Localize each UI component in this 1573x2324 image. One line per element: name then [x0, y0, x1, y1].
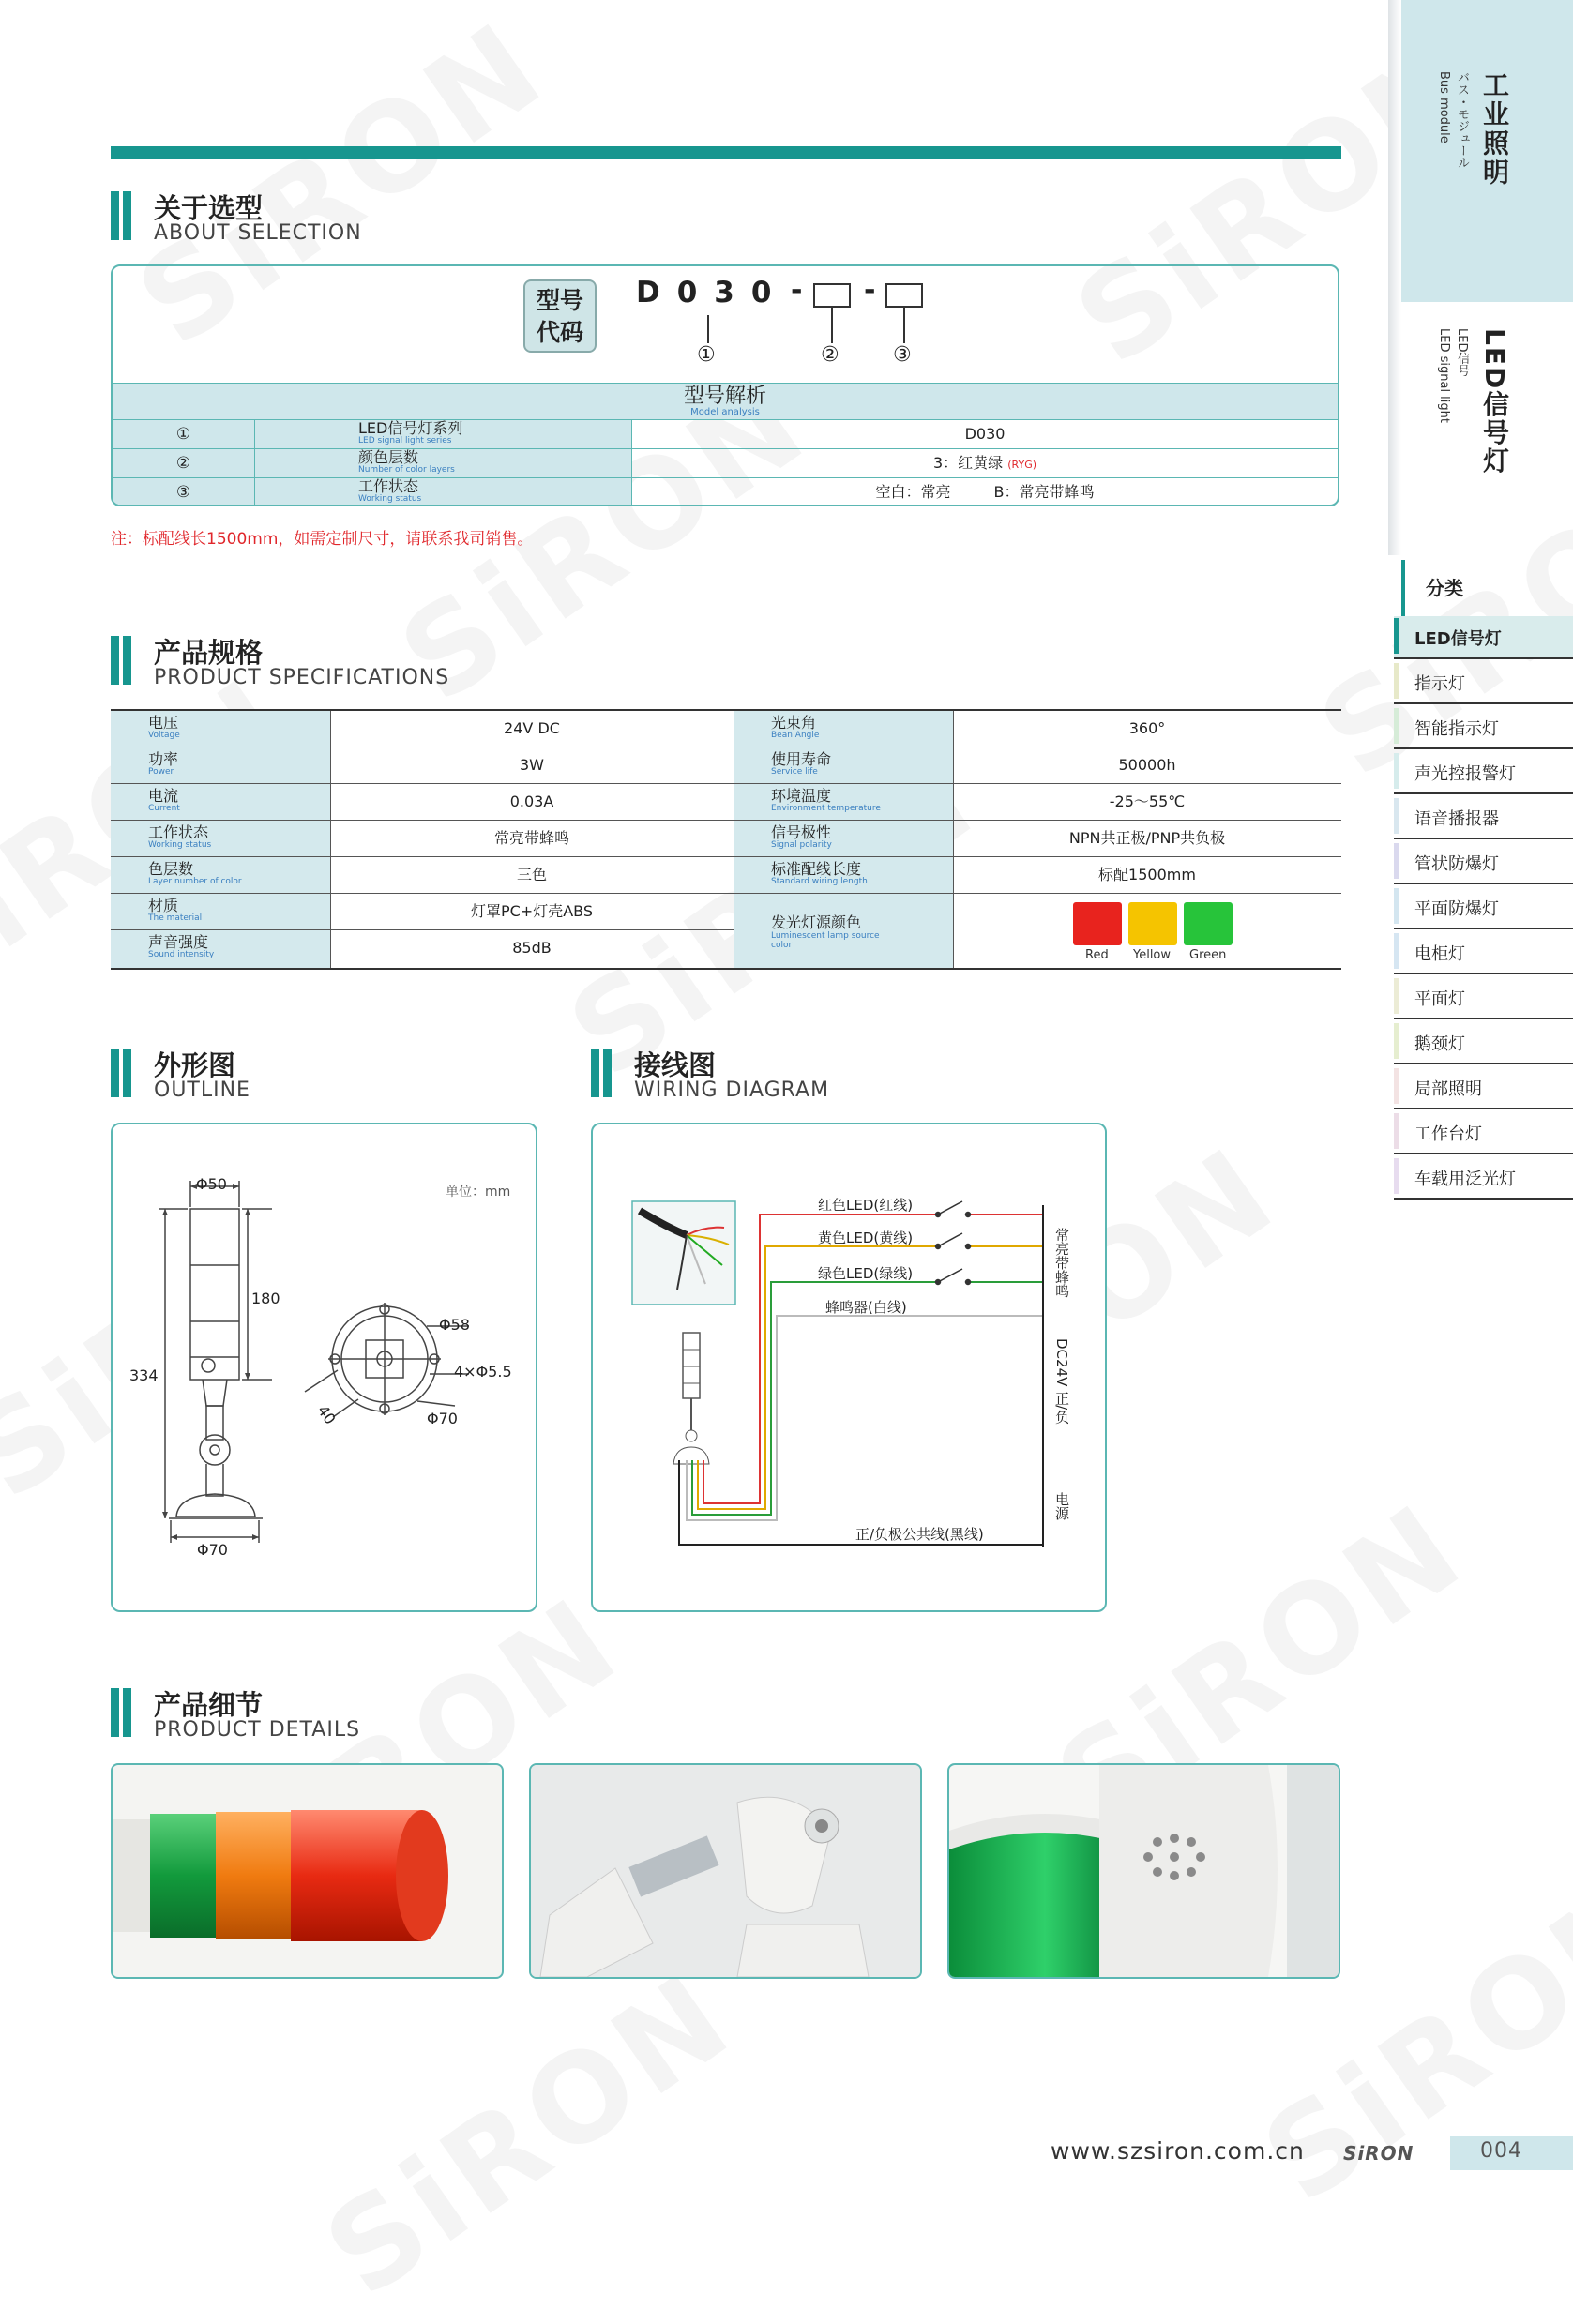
sidebar-item-gooseneck[interactable] [1394, 1021, 1573, 1064]
heading-cn: 接线图 [634, 1049, 717, 1081]
spec-value: -25～55℃ [1109, 792, 1186, 810]
heading-cn: 关于选型 [154, 192, 264, 224]
spec-label [111, 930, 330, 968]
row-value-text: 空白：常亮 [875, 483, 951, 501]
buzzer-photo [949, 1765, 1339, 1977]
sidebar-title: 工业照明 [1479, 71, 1510, 188]
sidebar-item-label: 平面防爆灯 [1414, 899, 1499, 919]
sidebar-item-label: 指示灯 [1414, 674, 1465, 694]
heading-accent [123, 636, 131, 685]
spec-label-cn: 光束角 [771, 714, 817, 732]
footer-url[interactable]: www.szsiron.com.cn [1051, 2137, 1305, 2165]
row-label-en: LED signal light series [358, 436, 452, 445]
green-swatch [1184, 902, 1233, 945]
item-marker [1394, 843, 1399, 879]
item-marker [1394, 1023, 1399, 1059]
dim-d58: Φ58 [439, 1316, 470, 1334]
swatch-label: Green [1189, 948, 1227, 962]
wiring-side-label: 电源 [1053, 1492, 1070, 1520]
spec-label-cn: 发光灯源颜色 [771, 913, 862, 931]
spec-label-cn: 功率 [148, 750, 179, 768]
code-marker: ② [821, 343, 839, 367]
sidebar-title-jp: バス・モジュール [1455, 71, 1469, 169]
row-label-cn: 工作状态 [358, 477, 419, 495]
spec-row [111, 784, 1341, 821]
sidebar-item-label: 工作台灯 [1414, 1124, 1482, 1144]
sidebar-item-cabinet[interactable] [1394, 931, 1573, 974]
spec-label-en: Power [148, 767, 174, 777]
spec-label [734, 711, 953, 747]
row-value-extra: (RYG) [1007, 459, 1037, 471]
spec-value: 3W [520, 756, 544, 774]
sidebar-title-en: Bus module [1437, 71, 1451, 143]
item-marker [1394, 1158, 1399, 1194]
badge-line: 代码 [536, 319, 583, 346]
spec-label-cn: 电压 [148, 714, 179, 732]
dim-d50: Φ50 [196, 1175, 227, 1193]
spec-label [734, 894, 953, 968]
table-divider [330, 711, 331, 968]
sidebar-item-label: 车载用泛光灯 [1414, 1170, 1516, 1189]
sidebar-subtitle-en: LED signal light [1437, 328, 1451, 423]
spec-label [734, 821, 953, 856]
model-analysis-header [113, 383, 1338, 420]
spec-label-en: Sound intensity [148, 950, 215, 959]
spec-label-cn: 色层数 [148, 860, 194, 878]
code-marker: ③ [893, 343, 912, 367]
detail-photo-buzzer [947, 1763, 1340, 1979]
watermark [300, 1945, 757, 2324]
code-leader [903, 308, 905, 343]
spec-label [111, 821, 330, 856]
sidebar-category [1401, 560, 1573, 616]
spec-label-en: Bean Angle [771, 731, 820, 740]
spec-value: NPN共正极/PNP共负极 [1068, 829, 1226, 847]
row-value-extra: B：常亮带蜂鸣 [993, 483, 1095, 501]
heading-en: OUTLINE [154, 1079, 250, 1102]
spec-label-cn: 声音强度 [148, 933, 209, 951]
row-number: ② [113, 449, 255, 477]
sidebar-item-voice[interactable] [1394, 796, 1573, 839]
row-label-en: Number of color layers [358, 465, 455, 475]
sidebar-item-label: 智能指示灯 [1414, 719, 1499, 739]
item-marker [1394, 798, 1399, 834]
spec-label [111, 894, 330, 929]
heading-en: WIRING DIAGRAM [634, 1079, 830, 1102]
spec-label-en: Voltage [148, 731, 180, 740]
sidebar-item-label: LED信号灯 [1414, 629, 1502, 649]
dim-w40: 40 [313, 1401, 340, 1428]
spec-row [111, 857, 1341, 894]
sidebar-item-vehicle[interactable] [1394, 1156, 1573, 1200]
sidebar-item-label: 平面灯 [1414, 989, 1465, 1009]
spec-label-en: Luminescent lamp source color [771, 931, 880, 950]
spec-label-en: Standard wiring length [771, 877, 868, 886]
specs-table [111, 709, 1341, 970]
row-label [255, 449, 632, 477]
code-slot-2 [813, 283, 851, 308]
spec-value: 50000h [1118, 756, 1176, 774]
sidebar-item-led-signal[interactable] [1394, 616, 1573, 659]
joint-photo [531, 1765, 920, 1977]
heading-accent [111, 1688, 119, 1737]
outline-drawing-box [111, 1123, 537, 1612]
lens-photo [113, 1765, 502, 1977]
wire-label-green: 绿色LED(绿线) [818, 1265, 914, 1282]
heading-accent [111, 636, 119, 685]
analysis-subtitle: Model analysis [690, 407, 760, 417]
spec-value: 灯罩PC+灯壳ABS [470, 902, 594, 920]
item-marker [1394, 1068, 1399, 1104]
model-note: 注：标配线长1500mm，如需定制尺寸，请联系我司销售。 [111, 530, 534, 549]
row-value-text: D030 [964, 425, 1006, 443]
spec-label-cn: 使用寿命 [771, 750, 832, 768]
row-label-cn: LED信号灯系列 [358, 419, 463, 437]
model-code-text: D030 [636, 276, 789, 309]
spec-label [111, 784, 330, 820]
sidebar-shadow [1388, 0, 1401, 555]
analysis-title: 型号解析 [683, 385, 766, 408]
spec-label-en: Service life [771, 767, 818, 777]
row-value-text: 3：红黄绿 [932, 454, 1004, 472]
sidebar-item-smart-indicator[interactable] [1394, 706, 1573, 749]
spec-label-en: Signal polarity [771, 840, 832, 850]
spec-label [734, 857, 953, 893]
model-row [113, 420, 1338, 449]
spec-row [111, 711, 1341, 747]
item-marker [1394, 1113, 1399, 1149]
model-row [113, 478, 1338, 506]
heading-cn: 产品细节 [154, 1689, 264, 1721]
top-divider-bar [111, 146, 1341, 159]
item-marker [1394, 933, 1399, 969]
spec-value: 常亮带蜂鸣 [493, 829, 569, 847]
footer-brand-logo: SiRON [1343, 2142, 1414, 2165]
spec-label [111, 857, 330, 893]
detail-photo-joint [529, 1763, 922, 1979]
spec-value: 0.03A [509, 792, 554, 810]
code-separator: - [791, 274, 803, 307]
row-value [632, 420, 1338, 448]
item-marker [1394, 978, 1399, 1014]
spec-label [111, 711, 330, 747]
dim-h334: 334 [129, 1366, 159, 1384]
model-code-box [111, 264, 1339, 506]
model-code-badge [523, 279, 597, 353]
detail-photo-lens [111, 1763, 504, 1979]
swatch-label: Red [1085, 948, 1109, 962]
spec-label [111, 747, 330, 783]
code-slot-3 [885, 283, 923, 308]
spec-value: 三色 [516, 866, 547, 883]
spec-label-en: The material [148, 913, 203, 923]
row-value [632, 478, 1338, 506]
heading-accent [123, 1049, 131, 1097]
row-value [632, 449, 1338, 477]
spec-value: 标配1500mm [1098, 866, 1196, 883]
dim-h180: 180 [251, 1290, 280, 1307]
swatch-label: Yellow [1133, 948, 1172, 962]
spec-row [111, 930, 734, 968]
sidebar-item-label: 局部照明 [1414, 1079, 1482, 1099]
page-number: 004 [1480, 2139, 1522, 2163]
code-marker: ① [697, 343, 716, 367]
dim-d70: Φ70 [427, 1410, 458, 1427]
sidebar-subtitle: LED信号灯 [1479, 328, 1510, 475]
dim-holes: 4×Φ5.5 [454, 1363, 512, 1381]
spec-label-cn: 信号极性 [771, 823, 832, 841]
row-label-cn: 颜色层数 [358, 448, 419, 466]
item-marker [1394, 618, 1399, 654]
sidebar-item-tube-explosion[interactable] [1394, 841, 1573, 884]
spec-label-cn: 标准配线长度 [771, 860, 862, 878]
spec-label-en: Layer number of color [148, 877, 242, 886]
spec-row [111, 821, 1341, 857]
row-label [255, 478, 632, 506]
wiring-side-label: 常亮带蜂鸣 [1053, 1228, 1070, 1298]
row-number: ① [113, 420, 255, 448]
item-marker [1394, 708, 1399, 744]
heading-cn: 外形图 [154, 1049, 236, 1081]
sidebar-item-flat-explosion[interactable] [1394, 886, 1573, 929]
wire-label-buzzer: 蜂鸣器(白线) [825, 1299, 907, 1316]
spec-label-en: Environment temperature [771, 804, 881, 813]
spec-value: 360° [1128, 719, 1166, 737]
heading-accent [111, 1049, 119, 1097]
sidebar-item-label: 管状防爆灯 [1414, 854, 1499, 874]
yellow-swatch [1128, 902, 1177, 945]
wire-label-common: 正/负极公共线(黑线) [855, 1526, 984, 1543]
sidebar-item-desk[interactable] [1394, 1111, 1573, 1154]
spec-label-cn: 电流 [148, 787, 179, 805]
item-marker [1394, 888, 1399, 924]
spec-row [111, 894, 734, 930]
dim-d70-base: Φ70 [197, 1541, 228, 1559]
heading-accent [111, 191, 119, 240]
spec-label-cn: 环境温度 [771, 787, 832, 805]
red-swatch [1073, 902, 1122, 945]
heading-accent [123, 191, 131, 240]
table-divider [953, 711, 954, 968]
sidebar-item-label: 语音播报器 [1414, 809, 1499, 829]
spec-label [734, 784, 953, 820]
code-separator: - [864, 274, 876, 307]
heading-accent [123, 1688, 131, 1737]
sidebar-item-label: 电柜灯 [1414, 944, 1465, 964]
sidebar-item-local[interactable] [1394, 1066, 1573, 1109]
heading-accent [603, 1049, 612, 1097]
sidebar-item-flat[interactable] [1394, 976, 1573, 1019]
heading-accent [591, 1049, 599, 1097]
sidebar-item-label: 声光控报警灯 [1414, 764, 1516, 784]
spec-value: 24V DC [504, 719, 560, 737]
category-label: 分类 [1426, 577, 1463, 599]
spec-label-cn: 材质 [148, 897, 179, 914]
spec-row [111, 747, 1341, 784]
wire-label-red: 红色LED(红线) [818, 1197, 914, 1214]
spec-label-cn: 工作状态 [148, 823, 209, 841]
heading-en: PRODUCT DETAILS [154, 1718, 361, 1742]
sidebar-subtitle-small: LED信号 [1455, 328, 1469, 377]
sidebar-item-label: 鹅颈灯 [1414, 1034, 1465, 1054]
sidebar [1388, 0, 1573, 2235]
row-label-en: Working status [358, 494, 422, 504]
item-marker [1394, 663, 1399, 699]
wiring-diagram-box [591, 1123, 1107, 1612]
sidebar-item-alarm[interactable] [1394, 751, 1573, 794]
wiring-side-label: DC24V 正/负 [1053, 1338, 1070, 1425]
model-row [113, 449, 1338, 478]
heading-en: ABOUT SELECTION [154, 221, 362, 245]
spec-label [734, 747, 953, 783]
spec-label-en: Working status [148, 840, 212, 850]
sidebar-item-indicator[interactable] [1394, 661, 1573, 704]
unit-label: 单位：mm [446, 1185, 511, 1200]
code-leader [707, 315, 709, 343]
row-label [255, 420, 632, 448]
spec-label-en: Current [148, 804, 180, 813]
spec-value: 85dB [512, 939, 552, 957]
heading-en: PRODUCT SPECIFICATIONS [154, 666, 450, 689]
wire-label-yellow: 黄色LED(黄线) [818, 1230, 914, 1246]
row-number: ③ [113, 478, 255, 506]
badge-line: 型号 [536, 287, 583, 314]
code-leader [831, 308, 833, 343]
item-marker [1394, 753, 1399, 789]
heading-cn: 产品规格 [154, 637, 264, 669]
